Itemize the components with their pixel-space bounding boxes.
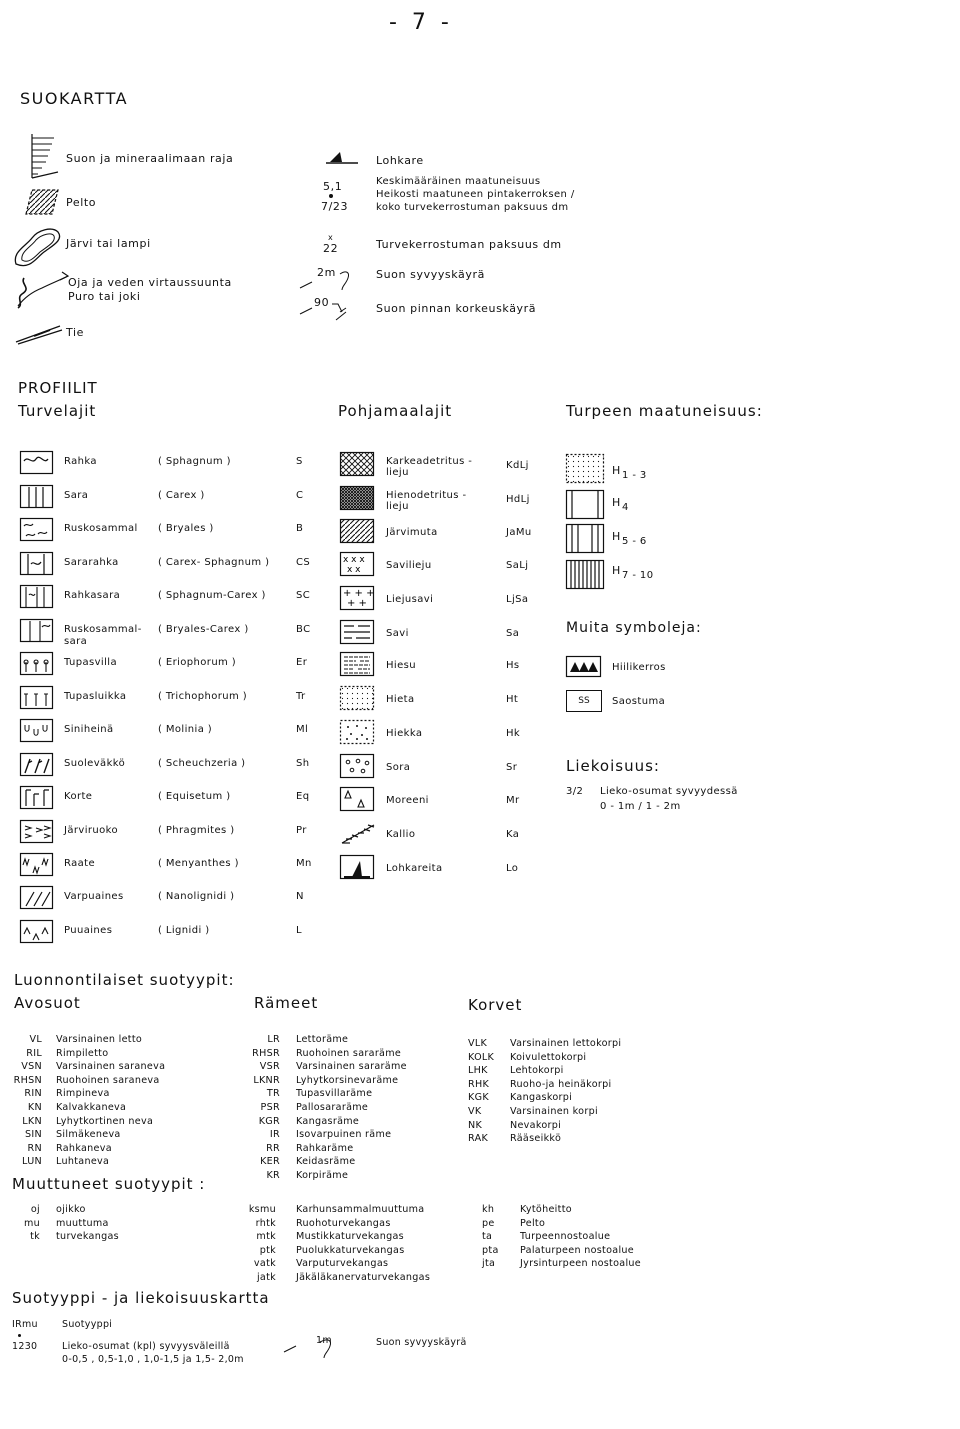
avosuo-code: RN xyxy=(27,1142,42,1154)
pohjamaalaji-name: Hieta xyxy=(386,694,415,705)
hiekka-icon xyxy=(340,720,376,746)
svg-text:+ +: + + xyxy=(347,598,367,609)
example-line-2: 0-0,5 , 0,5-1,0 , 1,0-1,5 ja 1,5- 2,0m xyxy=(62,1354,244,1365)
rame-name: Korpiräme xyxy=(296,1169,349,1181)
muita-heading: Muita symboleja: xyxy=(566,620,702,636)
pohjamaalaji-code: LjSa xyxy=(506,594,529,605)
pohjamaalaji-code: Hk xyxy=(506,728,521,739)
suotyyppikartta-heading: Suotyyppi - ja liekoisuuskartta xyxy=(12,1289,270,1307)
pohjamaalaji-code: HdLj xyxy=(506,494,530,505)
turvelaji-name: Puuaines xyxy=(64,925,113,936)
pohjamaalaji-code: KdLj xyxy=(506,460,529,471)
maat-h-1: H xyxy=(612,464,621,477)
rame-code: RHSR xyxy=(252,1047,280,1059)
saostuma-box: SS xyxy=(566,690,602,712)
avosuo-name: Rimpiletto xyxy=(56,1047,109,1059)
muuttunut-name: Karhunsammalmuuttuma xyxy=(296,1204,425,1215)
rahkasara-icon xyxy=(20,585,54,609)
maat-h-2: H xyxy=(612,496,621,509)
avosuot-heading: Avosuot xyxy=(14,994,81,1012)
pohjamaalaji-name: Karkeadetritus - xyxy=(386,456,473,467)
avosuo-name: Luhtaneva xyxy=(56,1156,110,1168)
muuttunut-code: mu xyxy=(23,1217,40,1229)
rame-name: Pallosararäme xyxy=(296,1101,369,1113)
muuttunut-code: vatk xyxy=(253,1258,276,1270)
pohjamaalaji-code: Lo xyxy=(506,863,519,874)
rame-name: Rahkaräme xyxy=(296,1142,354,1154)
rame-code: IR xyxy=(269,1129,280,1141)
jarvimuta-icon xyxy=(340,519,376,545)
turvelaji-name: Tupasluikka xyxy=(64,691,127,702)
korkeus-sym: 90 xyxy=(314,296,330,309)
avosuo-code: LUN xyxy=(22,1156,42,1168)
rame-code: VSR xyxy=(259,1061,280,1073)
turvelaji-code: Sh xyxy=(296,758,310,769)
turvelaji-name: Rahkasara xyxy=(64,590,121,601)
muuttuneet-code-list-1 xyxy=(8,1203,40,1244)
saostuma-label: Saostuma xyxy=(612,696,666,707)
muuttuneet-heading: Muuttuneet suotyypit : xyxy=(12,1175,206,1193)
rame-code: LKNR xyxy=(253,1074,280,1086)
turvelaji-latin: ( Eriophorum ) xyxy=(158,657,237,668)
pohjamaalaji-name: Hiekka xyxy=(386,728,423,739)
hiilikerros-icon xyxy=(566,656,602,678)
korpi-code: VK xyxy=(468,1105,482,1117)
avosuot-name-list xyxy=(56,1033,165,1169)
turvelaji-name: Järviruoko xyxy=(64,825,119,836)
muuttuneet-name-list-2 xyxy=(296,1203,430,1285)
muuttunut-name: ojikko xyxy=(56,1204,86,1215)
muuttunut-code: ksmu xyxy=(248,1204,276,1215)
svg-text:x x: x x xyxy=(347,565,361,575)
profiilit-heading: PROFIILIT xyxy=(18,379,98,397)
turvelaji-latin: ( Sphagnum ) xyxy=(158,456,231,467)
maat-box-3-icon xyxy=(566,524,606,554)
maat-box-1-icon xyxy=(566,454,606,484)
paksuus-label: Turvekerrostuman paksuus dm xyxy=(376,238,562,251)
rameet-heading: Rämeet xyxy=(254,994,319,1012)
rame-code: TR xyxy=(266,1088,280,1100)
turvelaji-latin: ( Sphagnum-Carex ) xyxy=(158,590,266,601)
turvelaji-code: S xyxy=(296,456,303,467)
svg-text:+ + +: + + + xyxy=(343,588,375,599)
muuttunut-name: Puolukkaturvekangas xyxy=(296,1244,405,1256)
savi-icon xyxy=(340,620,376,646)
raate-icon xyxy=(20,853,54,877)
keski-line3: koko turvekerrostuman paksuus dm xyxy=(376,202,569,213)
example-line-1: Lieko-osumat (kpl) syvyysväleillä xyxy=(62,1341,230,1352)
korpi-code: LHK xyxy=(468,1065,488,1077)
example-dot-icon xyxy=(18,1334,21,1337)
muuttunut-code: rhtk xyxy=(255,1217,276,1229)
suotyypit-heading: Luonnontilaiset suotyypit: xyxy=(14,971,235,989)
ditch-arrow-icon xyxy=(14,262,70,312)
turvelaji-code: SC xyxy=(296,590,311,601)
pohjamaalaji-code: JaMu xyxy=(506,527,532,538)
korpi-code: NK xyxy=(468,1119,483,1131)
turvelaji-code: N xyxy=(296,891,304,902)
boulder-icon xyxy=(322,148,362,168)
rame-code: PSR xyxy=(260,1101,280,1113)
muuttunut-code: mtk xyxy=(256,1231,276,1243)
turvelaji-latin: ( Bryales-Carex ) xyxy=(158,624,249,635)
liekoisuus-line1: Lieko-osumat syvyydessä xyxy=(600,786,738,797)
hieta-icon xyxy=(340,686,376,712)
ruskosammal-icon xyxy=(20,518,54,542)
pohjamaalaji-name: Kallio xyxy=(386,829,416,840)
keski-line2: Heikosti maatuneen pintakerroksen / xyxy=(376,189,575,200)
rame-name: Varsinainen sararäme xyxy=(296,1061,407,1073)
elevation-contour-icon xyxy=(298,294,362,328)
turvelaji-code: Mn xyxy=(296,858,312,869)
turvelaji-name: Ruskosammal xyxy=(64,523,138,534)
turvelaji-latin: ( Scheuchzeria ) xyxy=(158,758,246,769)
turvelaji-code: Eq xyxy=(296,791,310,802)
turvelaji-latin: ( Menyanthes ) xyxy=(158,858,239,869)
muuttunut-name: Kytöheitto xyxy=(520,1204,572,1215)
symbol-label-jarvi: Järvi tai lampi xyxy=(66,237,151,250)
avosuo-code: LKN xyxy=(22,1115,42,1127)
syvyys-small-label: Suon syvyyskäyrä xyxy=(376,1337,467,1348)
keski-sym-bottom: 7/23 xyxy=(321,200,349,213)
avosuo-name: Varsinainen saraneva xyxy=(56,1061,166,1073)
paksuus-sym: 22 xyxy=(323,242,339,255)
korvet-code-list xyxy=(468,1037,494,1146)
varpuaines-icon xyxy=(20,886,54,910)
turvelaji-code: BC xyxy=(296,624,311,635)
siniheina-icon xyxy=(20,719,54,743)
pohjamaalaji-code: Ht xyxy=(506,694,519,705)
turvelaji-latin: ( Bryales ) xyxy=(158,523,214,534)
avosuo-name: Varsinainen letto xyxy=(56,1034,143,1045)
savilieju-icon xyxy=(340,552,376,578)
ruskosammalsara-icon xyxy=(20,619,54,643)
turvelaji-name: Siniheinä xyxy=(64,724,114,735)
example-label-1: Suotyyppi xyxy=(62,1319,113,1330)
korpi-name: Varsinainen lettokorpi xyxy=(510,1038,622,1049)
muuttunut-name: Pelto xyxy=(520,1217,546,1229)
avosuo-code: RIL xyxy=(26,1047,42,1059)
boundary-hatch-icon xyxy=(20,132,60,182)
pohjamaalajit-heading: Pohjamaalajit xyxy=(338,402,453,420)
muuttunut-name: Jyrsinturpeen nostoalue xyxy=(520,1258,642,1270)
lohkare-label: Lohkare xyxy=(376,154,424,167)
turvelaji-name: Varpuaines xyxy=(64,891,124,902)
example-code-2: 1230 xyxy=(12,1341,38,1352)
pohjamaalaji-name: Moreeni xyxy=(386,795,429,806)
muuttunut-name: Turpeennostoalue xyxy=(520,1231,611,1243)
turvelaji-name-2: sara xyxy=(64,636,88,647)
maat-sub-3: 5 - 6 xyxy=(622,536,647,547)
korpi-code: RAK xyxy=(468,1133,489,1145)
hienodetritus-icon xyxy=(340,486,376,512)
turvelaji-code: Ml xyxy=(296,724,309,735)
rame-name: Ruohoinen sararäme xyxy=(296,1047,402,1059)
muuttuneet-code-list-2 xyxy=(236,1203,276,1285)
korte-icon xyxy=(20,786,54,810)
turvelaji-name: Korte xyxy=(64,791,93,802)
rameet-name-list xyxy=(296,1033,407,1183)
muuttunut-code: tk xyxy=(30,1231,40,1243)
keski-sym-top: 5,1 xyxy=(323,180,343,193)
tupasluikka-icon xyxy=(20,686,54,710)
turvelaji-latin: ( Carex ) xyxy=(158,490,205,501)
pohjamaalaji-name: Hienodetritus - xyxy=(386,490,467,501)
korpi-code: RHK xyxy=(468,1078,490,1090)
korpi-name: Varsinainen korpi xyxy=(510,1105,598,1117)
muuttunut-name: turvekangas xyxy=(56,1231,119,1243)
korpi-code: VLK xyxy=(468,1038,488,1049)
avosuo-name: Ruohoinen saraneva xyxy=(56,1074,160,1086)
avosuo-name: Rimpineva xyxy=(56,1088,110,1100)
liekoisuus-line2: 0 - 1m / 1 - 2m xyxy=(600,801,681,812)
maat-h-4: H xyxy=(612,564,621,577)
muuttuneet-code-list-3 xyxy=(482,1203,499,1271)
korpi-name: Nevakorpi xyxy=(510,1119,562,1131)
symbol-label-tie: Tie xyxy=(66,326,85,339)
rame-code: LR xyxy=(267,1034,280,1045)
turvelaji-latin: ( Equisetum ) xyxy=(158,791,231,802)
muuttunut-code: ptk xyxy=(259,1244,276,1256)
muuttunut-name: Varputurvekangas xyxy=(296,1258,389,1270)
muuttunut-code: jta xyxy=(482,1258,496,1270)
pohjamaalaji-name: Hiesu xyxy=(386,660,416,671)
turvelaji-latin: ( Molinia ) xyxy=(158,724,213,735)
turvelaji-name: Sararahka xyxy=(64,557,119,568)
symbol-label-pelto: Pelto xyxy=(66,196,97,209)
avosuo-name: Kalvakkaneva xyxy=(56,1101,127,1113)
turvelaji-code: Tr xyxy=(296,691,306,702)
korpi-name: Lehtokorpi xyxy=(510,1065,564,1077)
rame-code: KGR xyxy=(258,1115,280,1127)
turvelaji-name: Raate xyxy=(64,858,96,869)
example-code-1: IRmu xyxy=(12,1319,38,1330)
turvelaji-code: Pr xyxy=(296,825,307,836)
pohjamaalaji-name: Lohkareita xyxy=(386,863,443,874)
keski-dot-icon xyxy=(329,194,333,198)
moreeni-icon xyxy=(340,787,376,813)
maat-sub-2: 4 xyxy=(622,502,629,513)
symbol-label-oja: Oja ja veden virtaussuunta xyxy=(68,276,232,289)
turvelaji-latin: ( Carex- Sphagnum ) xyxy=(158,557,270,568)
pohjamaalaji-name: Savi xyxy=(386,628,409,639)
korpi-name: Kangaskorpi xyxy=(510,1092,573,1104)
puuaines-icon xyxy=(20,920,54,944)
korvet-heading: Korvet xyxy=(468,996,523,1014)
rahka-icon xyxy=(20,451,54,475)
pohjamaalaji-code: Sr xyxy=(506,762,518,773)
muuttunut-code: oj xyxy=(30,1204,40,1215)
avosuo-name: Rahkaneva xyxy=(56,1142,112,1154)
turvelaji-latin: ( Nanolignidi ) xyxy=(158,891,235,902)
turvelaji-name: Ruskosammal- xyxy=(64,624,142,635)
svg-text:x x x: x x x xyxy=(343,555,365,565)
paksuus-x-icon: x xyxy=(328,233,334,242)
turvelaji-latin: ( Trichophorum ) xyxy=(158,691,248,702)
korpi-name: Rääseikkö xyxy=(510,1133,562,1145)
pohjamaalaji-code: Ka xyxy=(506,829,520,840)
pohjamaalaji-code: SaLj xyxy=(506,560,529,571)
pohjamaalaji-name: Sora xyxy=(386,762,411,773)
muuttunut-code: pe xyxy=(482,1217,495,1229)
avosuo-name: Lyhytkortinen neva xyxy=(56,1115,154,1127)
tupasvilla-icon xyxy=(20,652,54,676)
liekoisuus-code: 3/2 xyxy=(566,786,584,797)
muuttuneet-name-list-3 xyxy=(520,1203,641,1271)
liejusavi-icon xyxy=(340,586,376,612)
pohjamaalaji-name-2: lieju xyxy=(386,501,409,512)
turvelaji-latin: ( Lignidi ) xyxy=(158,925,210,936)
jarviruoko-icon xyxy=(20,820,54,844)
turvelaji-code: B xyxy=(296,523,304,534)
turvelajit-heading: Turvelajit xyxy=(18,402,97,420)
muuttunut-name: muuttuma xyxy=(56,1217,109,1229)
turvelaji-name: Suoleväkkö xyxy=(64,758,126,769)
muuttunut-name: Jäkäläkanervaturvekangas xyxy=(296,1271,431,1283)
pohjamaalaji-code: Sa xyxy=(506,628,520,639)
korvet-name-list xyxy=(510,1037,621,1146)
pohjamaalaji-code: Mr xyxy=(506,795,520,806)
maat-box-2-icon xyxy=(566,490,606,520)
page-title: SUOKARTTA xyxy=(20,89,129,108)
avosuo-code: VSN xyxy=(21,1061,42,1073)
korkeus-label: Suon pinnan korkeuskäyrä xyxy=(376,302,537,315)
korpi-name: Koivulettokorpi xyxy=(510,1051,587,1063)
maat-sub-4: 7 - 10 xyxy=(622,570,654,581)
avosuo-code: SIN xyxy=(25,1129,42,1141)
muuttunut-name: Mustikkaturvekangas xyxy=(296,1231,404,1243)
korpi-code: KOLK xyxy=(468,1051,495,1063)
maat-h-3: H xyxy=(612,530,621,543)
pohjamaalaji-name: Savilieju xyxy=(386,560,432,571)
suolevakko-icon xyxy=(20,753,54,777)
sora-icon xyxy=(340,754,376,780)
pohjamaalaji-name: Järvimuta xyxy=(386,527,438,538)
avosuo-name: Silmäkeneva xyxy=(56,1129,121,1141)
rameet-code-list xyxy=(226,1033,280,1183)
syvyys-label: Suon syvyyskäyrä xyxy=(376,268,485,281)
rame-name: Isovarpuinen räme xyxy=(296,1129,392,1141)
page-number: - 7 - xyxy=(389,10,453,35)
korpi-name: Ruoho-ja heinäkorpi xyxy=(510,1078,612,1090)
symbol-label-puro: Puro tai joki xyxy=(68,290,141,303)
turvelaji-name: Sara xyxy=(64,490,89,501)
karkeadetritus-icon xyxy=(340,452,376,478)
road-icon xyxy=(14,320,64,346)
rame-code: KER xyxy=(260,1156,280,1168)
field-hatch-icon xyxy=(20,188,60,218)
muuttunut-code: ta xyxy=(482,1231,493,1243)
rame-code: KR xyxy=(266,1169,280,1181)
muuttunut-name: Palaturpeen nostoalue xyxy=(520,1244,634,1256)
maatuneisuus-heading: Turpeen maatuneisuus: xyxy=(566,402,763,420)
rame-name: Lyhytkorsinevaräme xyxy=(296,1074,399,1086)
syvyys-sym: 2m xyxy=(317,266,336,279)
sara-icon xyxy=(20,485,54,509)
hiilikerros-label: Hiilikerros xyxy=(612,662,666,673)
lohkareita-icon xyxy=(340,855,376,881)
avosuo-code: RHSN xyxy=(13,1074,42,1086)
avosuo-code: RIN xyxy=(24,1088,42,1100)
avosuo-code: KN xyxy=(27,1101,42,1113)
depth-contour-small-icon xyxy=(282,1334,348,1360)
contour-label: 1m xyxy=(316,1335,332,1346)
muuttunut-code: jatk xyxy=(256,1271,276,1283)
rame-name: Keidasräme xyxy=(296,1156,356,1168)
muuttunut-name: Ruohoturvekangas xyxy=(296,1217,391,1229)
keski-line1: Keskimääräinen maatuneisuus xyxy=(376,176,541,187)
maat-box-4-icon xyxy=(566,560,606,590)
muuttuneet-name-list-1 xyxy=(56,1203,119,1244)
hiesu-icon xyxy=(340,652,376,678)
symbol-label-boundary: Suon ja mineraalimaan raja xyxy=(66,152,234,165)
turvelaji-name: Rahka xyxy=(64,456,97,467)
muuttunut-code: pta xyxy=(482,1244,499,1256)
liekoisuus-heading: Liekoisuus: xyxy=(566,757,660,775)
turvelaji-code: Er xyxy=(296,657,308,668)
rame-code: RR xyxy=(266,1142,280,1154)
rame-name: Lettoräme xyxy=(296,1034,349,1045)
pohjamaalaji-name: Liejusavi xyxy=(386,594,434,605)
sararahka-icon xyxy=(20,552,54,576)
turvelaji-code: L xyxy=(296,925,302,936)
turvelaji-latin: ( Phragmites ) xyxy=(158,825,235,836)
korpi-code: KGK xyxy=(468,1092,489,1104)
rame-name: Kangasräme xyxy=(296,1115,360,1127)
kallio-icon xyxy=(340,821,376,847)
maat-sub-1: 1 - 3 xyxy=(622,470,647,481)
turvelaji-code: C xyxy=(296,490,304,501)
avosuo-code: VL xyxy=(29,1034,42,1045)
pohjamaalaji-code: Hs xyxy=(506,660,520,671)
rame-name: Tupasvillaräme xyxy=(296,1088,373,1100)
turvelaji-code: CS xyxy=(296,557,311,568)
muuttunut-code: kh xyxy=(482,1204,495,1215)
avosuot-code-list xyxy=(4,1033,42,1169)
turvelaji-name: Tupasvilla xyxy=(64,657,117,668)
pohjamaalaji-name-2: lieju xyxy=(386,467,409,478)
